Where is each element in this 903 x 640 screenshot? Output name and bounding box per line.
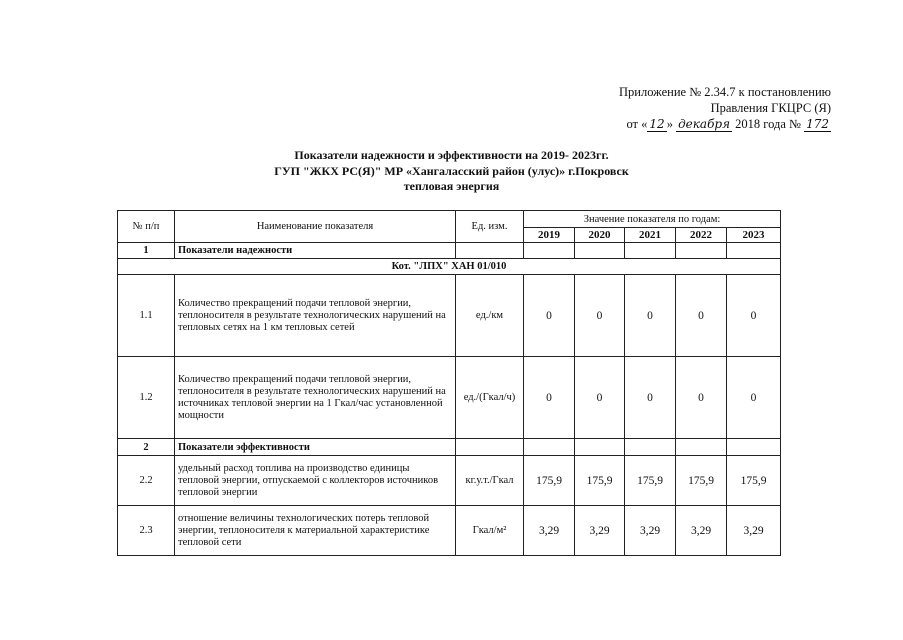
appendix-header bbox=[511, 84, 831, 132]
col-values-header: Значение показателя по годам: bbox=[524, 211, 781, 228]
value-2020: 0 bbox=[575, 357, 625, 439]
header-row-1 bbox=[118, 211, 781, 228]
section-2-label: Показатели эффективности bbox=[175, 439, 456, 456]
year-text: 2018 года № bbox=[735, 117, 801, 131]
empty-cell bbox=[456, 243, 524, 259]
object-row bbox=[118, 259, 781, 275]
section-efficiency-row bbox=[118, 439, 781, 456]
value-2021: 0 bbox=[625, 357, 676, 439]
title-line-2: ГУП "ЖКХ РС(Я)" МР «Хангаласский район (улус)» г.Покровск bbox=[274, 163, 629, 178]
handwritten-day: 12 bbox=[649, 117, 665, 131]
empty-cell bbox=[676, 439, 727, 456]
value-2019: 0 bbox=[524, 275, 575, 357]
row-name: Количество прекращений подачи тепловой энергии, теплоносителя в результате технологических нарушений на тепловых сетях на 1 км тепловых сетей bbox=[175, 275, 456, 357]
value-2022: 0 bbox=[676, 275, 727, 357]
row-num: 2.3 bbox=[118, 506, 175, 556]
object-label: Кот. "ЛПХ" ХАН 01/010 bbox=[118, 259, 781, 275]
table-row bbox=[118, 275, 781, 357]
title-line-3: тепловая энергия bbox=[403, 179, 500, 193]
value-2019: 175,9 bbox=[524, 456, 575, 506]
document-title bbox=[0, 148, 903, 195]
date-prefix: от « bbox=[626, 117, 648, 131]
row-unit: ед./(Гкал/ч) bbox=[456, 357, 524, 439]
table-row bbox=[118, 357, 781, 439]
row-unit: Гкал/м² bbox=[456, 506, 524, 556]
empty-cell bbox=[524, 439, 575, 456]
value-2021: 3,29 bbox=[625, 506, 676, 556]
value-2023: 175,9 bbox=[727, 456, 781, 506]
value-2020: 0 bbox=[575, 275, 625, 357]
date-mid: » bbox=[666, 117, 673, 131]
col-num-header: № п/п bbox=[118, 211, 175, 243]
value-2020: 175,9 bbox=[575, 456, 625, 506]
value-2022: 0 bbox=[676, 357, 727, 439]
value-2022: 175,9 bbox=[676, 456, 727, 506]
row-name: удельный расход топлива на производство единицы тепловой энергии, отпускаемой с коллекторов источников тепловой энергии bbox=[175, 456, 456, 506]
appendix-line-1: Приложение № 2.34.7 к постановлению bbox=[619, 85, 831, 99]
row-num: 1.1 bbox=[118, 275, 175, 357]
appendix-line-2: Правления ГКЦРС (Я) bbox=[710, 101, 831, 115]
empty-cell bbox=[575, 243, 625, 259]
indicators-table bbox=[117, 210, 781, 556]
empty-cell bbox=[575, 439, 625, 456]
col-name-header: Наименование показателя bbox=[175, 211, 456, 243]
empty-cell bbox=[727, 243, 781, 259]
year-2022: 2022 bbox=[676, 228, 727, 243]
row-name: отношение величины технологических потерь тепловой энергии, теплоносителя к материальной характеристике тепловой сети bbox=[175, 506, 456, 556]
section-1-label: Показатели надежности bbox=[175, 243, 456, 259]
value-2022: 3,29 bbox=[676, 506, 727, 556]
year-2021: 2021 bbox=[625, 228, 676, 243]
handwritten-number: 172 bbox=[806, 117, 829, 131]
empty-cell bbox=[727, 439, 781, 456]
value-2023: 0 bbox=[727, 275, 781, 357]
row-name: Количество прекращений подачи тепловой энергии, теплоносителя в результате технологических нарушений на источниках тепловой энергии на 1 Гкал/час установленной мощности bbox=[175, 357, 456, 439]
empty-cell bbox=[524, 243, 575, 259]
empty-cell bbox=[456, 439, 524, 456]
section-1-num: 1 bbox=[118, 243, 175, 259]
table-row bbox=[118, 506, 781, 556]
row-num: 2.2 bbox=[118, 456, 175, 506]
handwritten-month: декабря bbox=[678, 117, 731, 131]
year-2019: 2019 bbox=[524, 228, 575, 243]
row-unit: кг.у.т./Гкал bbox=[456, 456, 524, 506]
table-row bbox=[118, 456, 781, 506]
year-2023: 2023 bbox=[727, 228, 781, 243]
col-unit-header: Ед. изм. bbox=[456, 211, 524, 243]
title-line-1: Показатели надежности и эффективности на 2019- 2023гг. bbox=[294, 148, 609, 162]
empty-cell bbox=[676, 243, 727, 259]
appendix-line-3 bbox=[511, 116, 831, 132]
value-2020: 3,29 bbox=[575, 506, 625, 556]
value-2019: 0 bbox=[524, 357, 575, 439]
value-2019: 3,29 bbox=[524, 506, 575, 556]
empty-cell bbox=[625, 439, 676, 456]
value-2021: 0 bbox=[625, 275, 676, 357]
section-2-num: 2 bbox=[118, 439, 175, 456]
row-unit: ед./км bbox=[456, 275, 524, 357]
value-2021: 175,9 bbox=[625, 456, 676, 506]
row-num: 1.2 bbox=[118, 357, 175, 439]
value-2023: 0 bbox=[727, 357, 781, 439]
value-2023: 3,29 bbox=[727, 506, 781, 556]
section-reliability-row bbox=[118, 243, 781, 259]
year-2020: 2020 bbox=[575, 228, 625, 243]
empty-cell bbox=[625, 243, 676, 259]
